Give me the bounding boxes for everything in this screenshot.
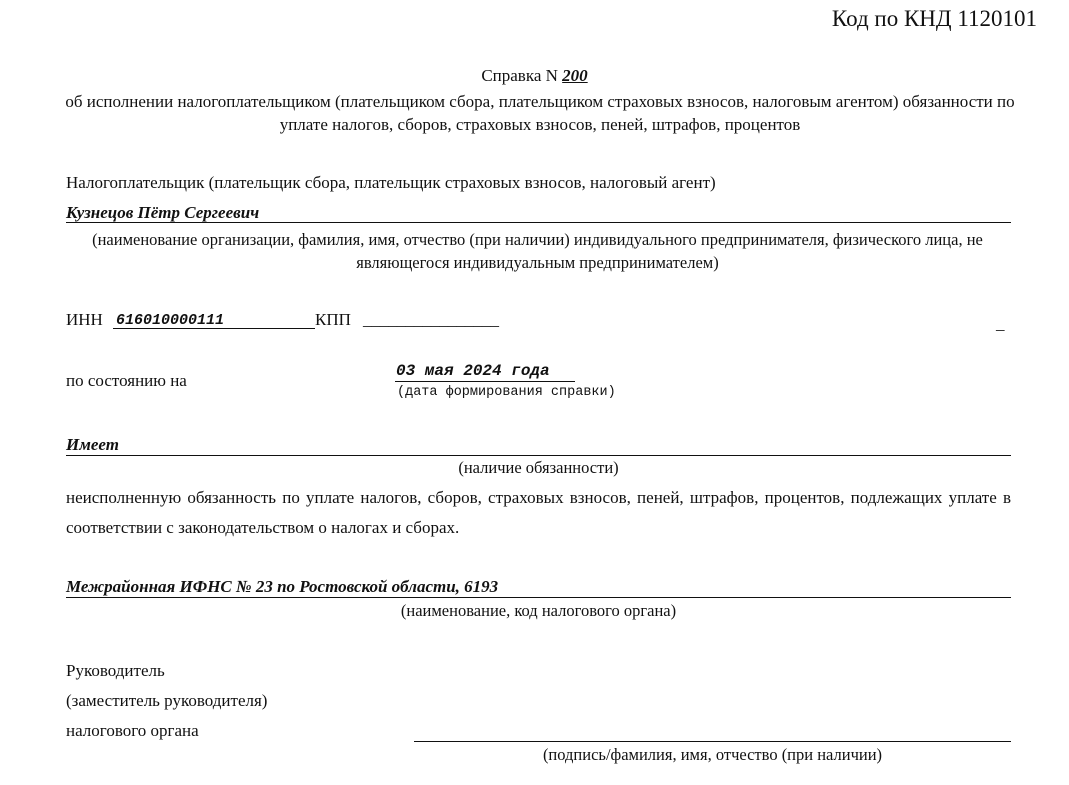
as-of-date-underline xyxy=(395,381,575,382)
as-of-date: 03 мая 2024 года xyxy=(396,362,550,380)
document-title xyxy=(0,66,1069,86)
obligation-text: неисполненную обязанность по уплате налогов, сборов, страховых взносов, пеней, штрафов, процентов, подлежащих уплате в соответствии с законодательством о налогах и сборах. xyxy=(66,488,1011,537)
title-prefix: Справка N xyxy=(481,66,563,85)
taxpayer-label: Налогоплательщик (плательщик сбора, плательщик страховых взносов, налоговый агент) xyxy=(66,173,716,192)
certificate-number: 200 xyxy=(562,66,588,85)
signer-title-line2: (заместитель руководителя) xyxy=(66,691,268,710)
obligation-caption: (наличие обязанности) xyxy=(458,458,619,477)
signature-line xyxy=(414,741,1011,742)
tax-authority-name: Межрайонная ИФНС № 23 по Ростовской области, 6193 xyxy=(66,577,499,596)
obligation-underline xyxy=(66,455,1011,456)
inn-value: 616010000111 xyxy=(116,312,225,329)
as-of-caption: (дата формирования справки) xyxy=(397,385,616,400)
document-subtitle: об исполнении налогоплательщиком (плательщиком сбора, плательщиком страховых взносов, налоговым агентом) обязанности по уплате налогов, сборов, страховых взносов, пеней, штрафов, процентов xyxy=(65,92,1015,134)
inn-label: ИНН xyxy=(66,310,103,329)
inn-underline xyxy=(113,328,315,329)
taxpayer-caption: (наименование организации, фамилия, имя, отчество (при наличии) индивидуального предпринимателя, физического лица, не являющегося индивидуальным предпринимателем) xyxy=(92,230,983,272)
signer-title-line3: налогового органа xyxy=(66,721,199,740)
obligation-status: Имеет xyxy=(66,435,119,454)
kpp-value: ________________ xyxy=(363,310,499,329)
kpp-label: КПП xyxy=(315,310,351,329)
knd-code: Код по КНД 1120101 xyxy=(831,6,1037,31)
signer-title-line1: Руководитель xyxy=(66,661,165,680)
tax-authority-caption: (наименование, код налогового органа) xyxy=(400,601,677,620)
signature-caption: (подпись/фамилия, имя, отчество (при наличии) xyxy=(542,745,883,764)
taxpayer-name: Кузнецов Пётр Сергеевич xyxy=(66,203,260,222)
as-of-label: по состоянию на xyxy=(66,371,187,390)
corner-mark: _ xyxy=(996,314,1005,333)
taxpayer-name-underline xyxy=(66,222,1011,223)
tax-authority-underline xyxy=(66,597,1011,598)
